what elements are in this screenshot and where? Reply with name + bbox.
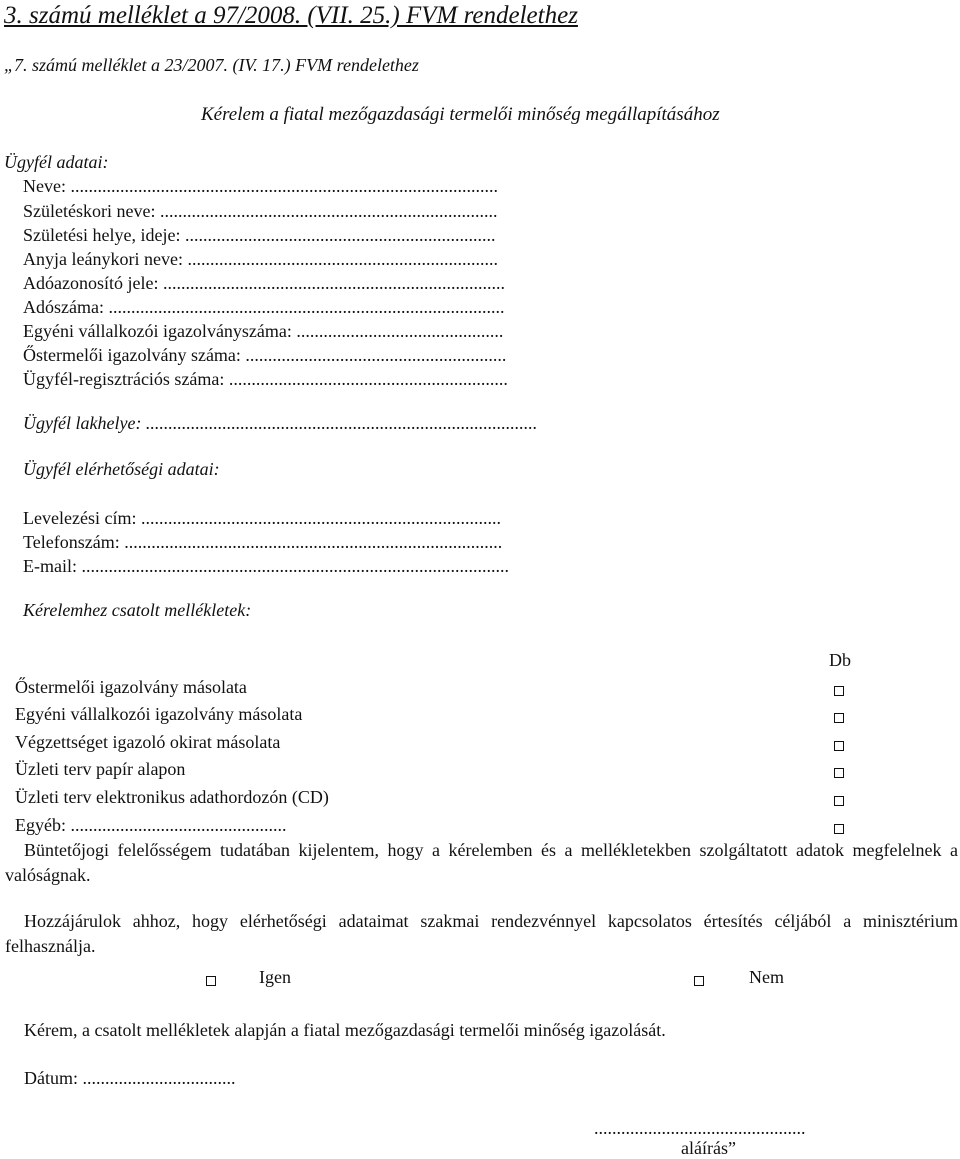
consent-no-label: Nem bbox=[749, 967, 784, 987]
mother-maiden-name-field[interactable]: Anyja leánykori neve: ..................................................................... bbox=[23, 249, 498, 269]
birth-name-field[interactable]: Születéskori neve: ........................................................................... bbox=[23, 201, 498, 221]
contact-heading: Ügyfél elérhetőségi adatai: bbox=[23, 459, 220, 479]
attachment-business-plan-paper: Üzleti terv papír alapon bbox=[15, 759, 186, 779]
form-title: Kérelem a fiatal mezőgazdasági termelői minőség megállapításához bbox=[201, 104, 720, 125]
attachment-checkbox-6[interactable] bbox=[834, 824, 844, 834]
attachment-primary-producer-license: Őstermelői igazolvány másolata bbox=[15, 677, 247, 697]
entrepreneur-license-field[interactable]: Egyéni vállalkozói igazolványszáma: .............................................. bbox=[23, 321, 504, 341]
client-data-heading: Ügyfél adatai: bbox=[4, 152, 109, 172]
consent-text: Hozzájárulok ahhoz, hogy elérhetőségi adataimat szakmai rendezvénnyel kapcsolatos értesítés céljából a minisztérium felhasználja. bbox=[5, 911, 958, 956]
attachment-checkbox-5[interactable] bbox=[834, 796, 844, 806]
client-registration-number-field[interactable]: Ügyfél-regisztrációs száma: .............................................................. bbox=[23, 369, 508, 389]
attachment-entrepreneur-license: Egyéni vállalkozói igazolvány másolata bbox=[15, 704, 303, 724]
signature-label: aláírás” bbox=[681, 1138, 736, 1158]
tax-id-field[interactable]: Adóazonosító jele: ............................................................................ bbox=[23, 273, 505, 293]
signature-line[interactable]: ............................................... bbox=[594, 1118, 806, 1138]
tax-number-field[interactable]: Adószáma: ........................................................................................ bbox=[23, 297, 505, 317]
attachment-checkbox-4[interactable] bbox=[834, 768, 844, 778]
client-residence-field[interactable]: Ügyfél lakhelye: ....................................................................................... bbox=[23, 413, 538, 433]
client-name-field[interactable]: Neve: ............................................................................................... bbox=[23, 176, 498, 196]
attachment-checkbox-1[interactable] bbox=[834, 686, 844, 696]
birth-place-date-field[interactable]: Születési helye, ideje: ..................................................................... bbox=[23, 225, 496, 245]
consent-yes-label: Igen bbox=[259, 967, 291, 987]
email-field[interactable]: E-mail: ............................................................................................... bbox=[23, 556, 509, 576]
primary-producer-license-field[interactable]: Őstermelői igazolvány száma: .......................................................... bbox=[23, 345, 507, 365]
attachment-checkbox-3[interactable] bbox=[834, 741, 844, 751]
phone-field[interactable]: Telefonszám: .................................................................................... bbox=[23, 532, 503, 552]
attachment-checkbox-2[interactable] bbox=[834, 713, 844, 723]
sub-annex-reference: „7. számú melléklet a 23/2007. (IV. 17.) FVM rendelethez bbox=[4, 55, 419, 75]
annex-title: 3. számú melléklet a 97/2008. (VII. 25.) FVM rendelethez bbox=[4, 2, 578, 29]
attachment-other-field[interactable]: Egyéb: ................................................ bbox=[15, 815, 287, 835]
request-text: Kérem, a csatolt mellékletek alapján a fiatal mezőgazdasági termelői minőség igazolását. bbox=[24, 1020, 666, 1040]
declaration-text: Büntetőjogi felelősségem tudatában kijelentem, hogy a kérelemben és a mellékletekben szolgáltatott adatok megfelelnek a valóságnak. bbox=[5, 840, 958, 885]
mailing-address-field[interactable]: Levelezési cím: ................................................................................ bbox=[23, 508, 501, 528]
attachment-qualification-document: Végzettséget igazoló okirat másolata bbox=[15, 732, 281, 752]
date-field[interactable]: Dátum: .................................. bbox=[24, 1068, 236, 1088]
attachment-business-plan-cd: Üzleti terv elektronikus adathordozón (CD) bbox=[15, 787, 329, 807]
consent-no-checkbox[interactable] bbox=[694, 976, 704, 986]
count-column-header: Db bbox=[829, 650, 851, 670]
attachments-heading: Kérelemhez csatolt mellékletek: bbox=[23, 600, 252, 620]
consent-yes-checkbox[interactable] bbox=[206, 976, 216, 986]
